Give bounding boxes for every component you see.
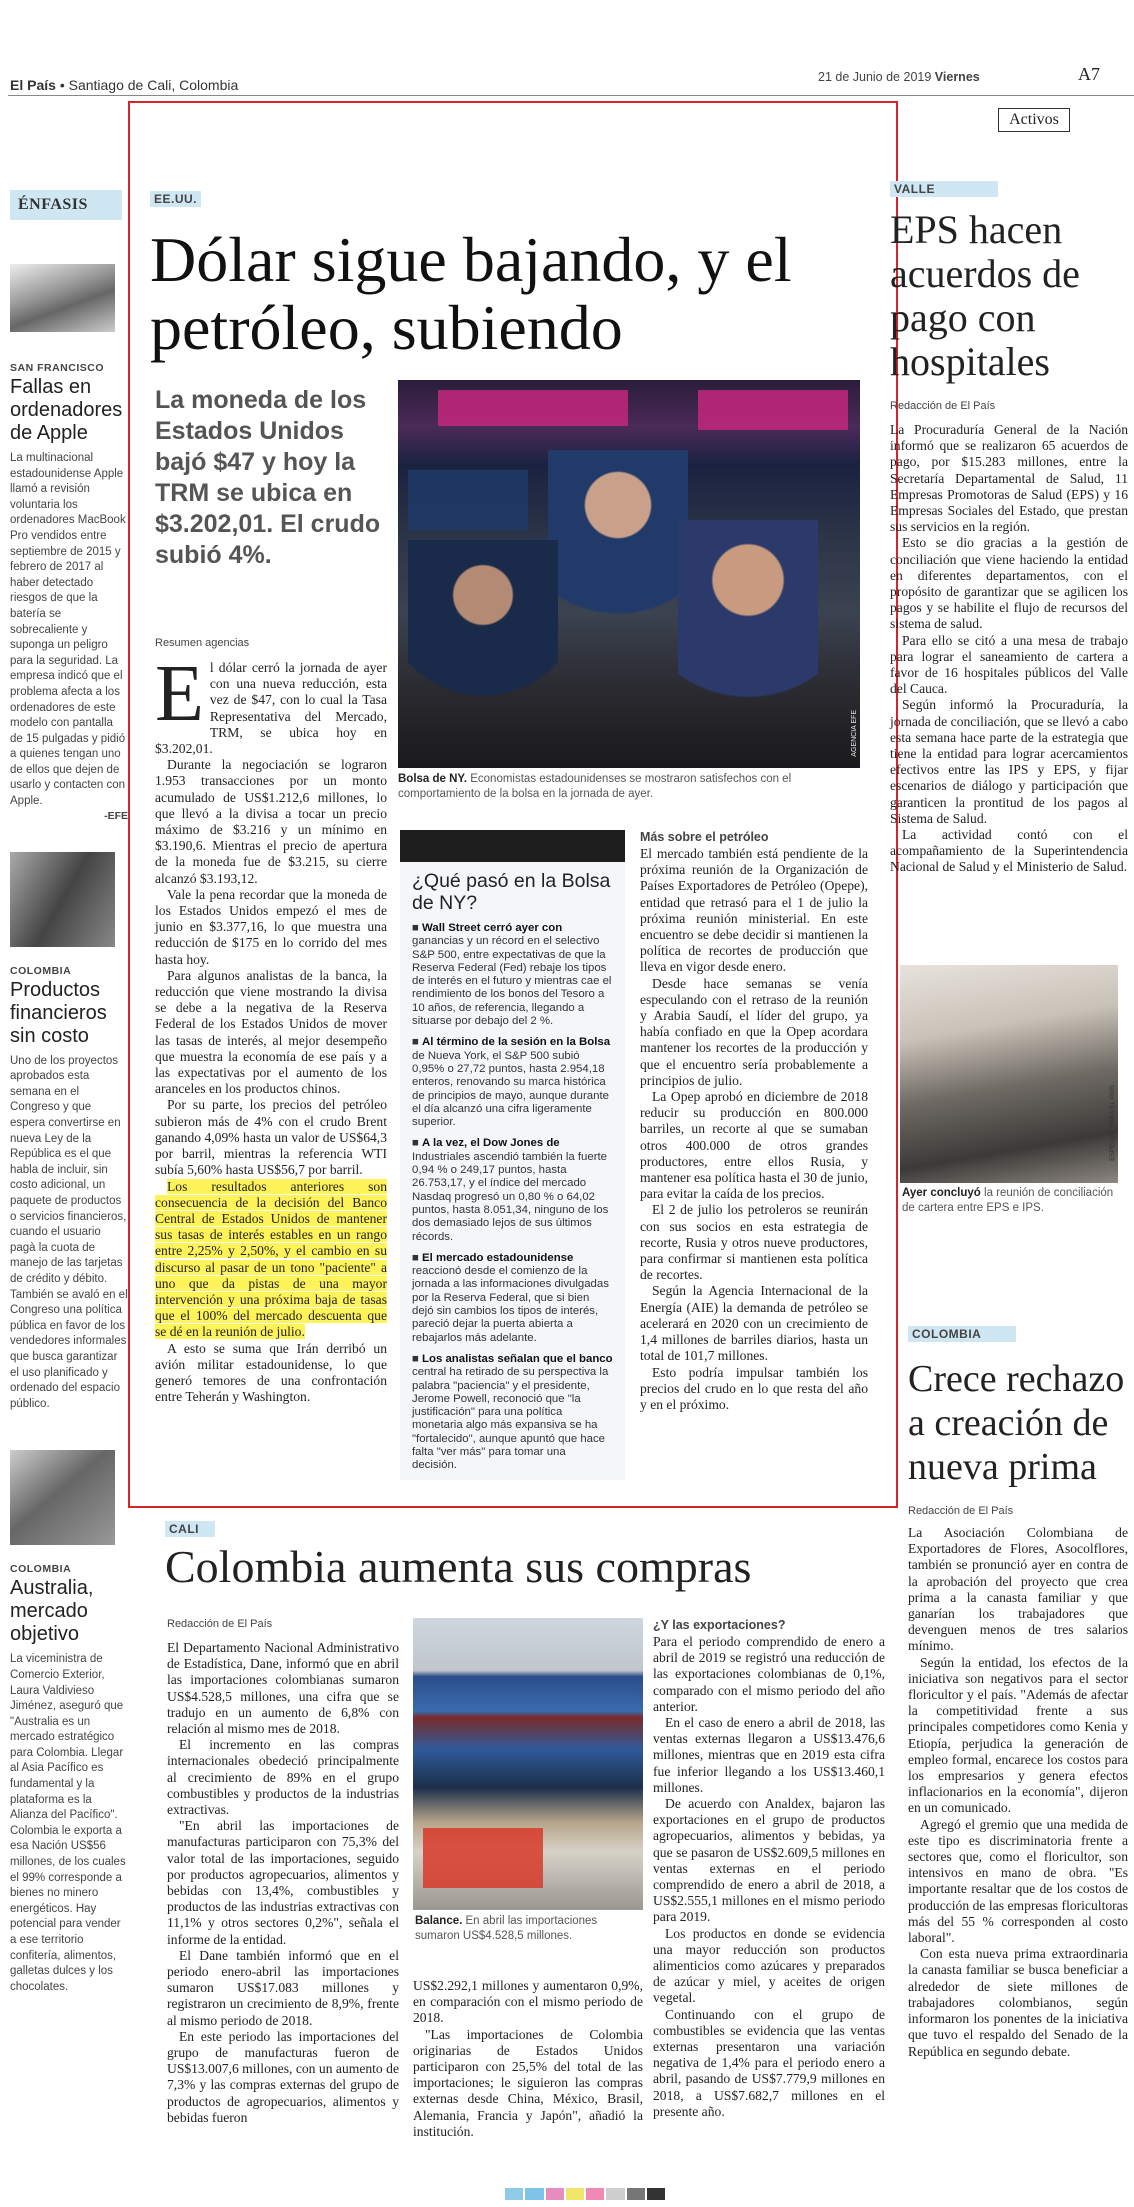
cali-r3: De acuerdo con Analdex, bajaron las exportaciones en el grupo de productos agropecuarios, alimentos y bebidas, ya que se pasaron de US$2.609,5 millones en ventas externas en el periodo comprendido de enero a abril de 2018, a US$2.555,1 millones en el mismo periodo para 2019. (653, 1796, 885, 1925)
meeting-caption: Ayer concluyó la reunión de conciliación de cartera entre EPS e IPS. (902, 1187, 1114, 1214)
cali-r2: En el caso de enero a abril de 2018, las ventas externas llegaron a US$13.476,6 millones, mientras que en 2019 esta cifra fue inferior llegando a los US$13.460,1 millones. (653, 1715, 885, 1795)
story3-title: Australia, mercado objetivo (10, 1577, 94, 1646)
cali-byline: Redacción de El País (167, 1618, 273, 1630)
nyse-box (400, 830, 625, 1480)
main-p2: Vale la pena recordar que la moneda de los Estados Unidos empezó el mes de junio en $3.377,16, lo que muestra una reducción de $175 en lo corrido del mes hasta hoy. (155, 886, 387, 967)
valle-p5: La actividad contó con el acompañamiento de la Superintendencia Nacional de Salud y el Ministerio de Salud. (890, 827, 1128, 875)
oil-p5: Según la Agencia Internacional de la Energía (AIE) la demanda de petróleo se acelerará en 2020 con un crecimiento de 1,4 millones de barriles diarios, hasta un total de 101,7 millones. (640, 1283, 868, 1364)
main-p1: Durante la negociación se lograron 1.953 transacciones por un monto acumulado de US$1.212,6 millones, lo que llevó a la divisa a tocar un precio máximo de $3.216 y un mínimo en $3.190,6. Mientras el precio de apertura de la moneda fue de $3.215, su cierre alcanzó $3.193,12. (155, 757, 387, 886)
valle-p4: Según informó la Procuraduría, la jornada de conciliación, que se llevó a cabo esta semana hace parte de la estrategia que tiene la entidad para lograr acercamientos efectivos entre las IPS y EPS, y fijar escenarios de diálogo y participación que garanticen la prontitud de los pagos al Sistema de Salud. (890, 697, 1128, 826)
top-rule (8, 95, 1134, 96)
valle-p3: Para ello se citó a una mesa de trabajo para lograr el saneamiento de cartera a favor de 16 hospitales públicos del Valle del Cauca. (890, 632, 1128, 697)
cali-p1: El Departamento Nacional Administrativo de Estadística, Dane, informó que en abril las importaciones colombianas sumaron US$4.528,5 millones, una cifra que se tradujo en un aumento de 6,8% con relación al mismo mes de 2018. (167, 1640, 399, 1737)
boats-photo (10, 1450, 115, 1545)
prima-p2: Según la entidad, los efectos de la iniciativa son negativos para el sector floricultor y el país. "Además de afectar la competitividad frente a sus principales competidores como Kenia y Etiopía, perjudica la generación de empleo formal, encarece los costos para los empresarios y genera efectos inflacionarios en la economía", dijeron en un comunicado. (908, 1654, 1128, 1816)
cali-col1 (167, 1640, 399, 2126)
valle-p1: La Procuraduría General de la Nación informó que se realizaron 65 acuerdos de pago, por $15.283 millones, entre la Secretaría Departamental de Salud, 11 Empresas Promotoras de Salud (EPS) y 16 Empresas Sociales del Estado, que prestan sus servicios en la región. (890, 422, 1128, 535)
drop-cap: E (155, 650, 204, 738)
meeting-photo-credit: ESPECIAL PARA EL PAÍS (1109, 1085, 1116, 1161)
story1-title: Fallas en ordenadores de Apple (10, 376, 123, 444)
page-number: A7 (1078, 64, 1100, 84)
prima-tag: COLOMBIA (908, 1326, 1016, 1342)
prima-byline: Redacción de El País (908, 1505, 1014, 1517)
enfasis-label: ÉNFASIS (10, 190, 122, 220)
cali-r4: Los productos en donde se evidencia una mayor reducción son productos alimenticios como azúcares y preparados de azúcar y miel, y aceites de origen vegetal. (653, 1925, 885, 2006)
weekday: Viernes (934, 70, 980, 84)
meeting-photo (900, 965, 1118, 1183)
cali-p3: "En abril las importaciones de manufacturas participaron con 75,3% del valor total de las importaciones, seguido por productos agropecuarios, alimentos y bebidas con 13,4%, combustibles y productos de las industrias extractivas con 11,1% y otros sectores 0,2%", señala el informe de la entidad. (167, 1818, 399, 1947)
valle-byline: Redacción de El País (890, 400, 996, 412)
oil-subhead: Más sobre el petróleo (640, 830, 769, 844)
valle-article (890, 180, 1128, 876)
valle-tag: VALLE (890, 181, 998, 197)
oil-p3: La Opep aprobó en diciembre de 2018 reducir su producción en 800.000 barriles, un recorte al que se sumaban otros 400.000 de otros grandes productores, entre ellos Rusia, y mantener esa política hasta el 30 de junio, para evitar la caída de los precios. (640, 1089, 868, 1202)
paper-name: El País (10, 77, 56, 93)
story1-body: La multinacional estadounidense Apple llamó a revisión voluntaria los ordenadores MacBook Pro vendidos entre septiembre de 2015 y febrero de 2017 al haber detectado riesgos de que la batería se sobrecaliente y suponga un peligro para la seguridad. La empresa indicó que el problema afecta a los ordenadores de este modelo con pantalla de 15 pulgadas y pidió a quienes tengan uno de ellos que dejen de usarlo y contacten con Apple. (10, 452, 126, 808)
box-item-2: ■ Al término de la sesión en la Bolsa de Nueva York, el S&P 500 subió 0,95% o 27,72 puntos, hasta 2.954,18 enteros, renovando su marca histórica de principios de mayo, aunque durante el día alcanzó una cifra ligeramente superior. (412, 1036, 611, 1129)
laptop-photo (10, 264, 115, 332)
valle-headline: EPS hacen acuerdos de pago con hospitales (890, 207, 1080, 384)
cali-r5: Continuando con el grupo de combustibles se evidencia que las ventas externas presentaron una variación negativa de 1,4% para el periodo enero a abril, pasando de US$7.779,9 millones en 2018, a US$7.682,7 millones en el presente año. (653, 2006, 885, 2119)
nyse-caption-bold: Bolsa de NY. (398, 773, 468, 785)
story3-tag: COLOMBIA (10, 1563, 72, 1576)
cali-headline: Colombia aumenta sus compras (165, 1541, 752, 1592)
story2-tag: COLOMBIA (10, 964, 72, 977)
cali-col3 (653, 1618, 885, 2120)
masthead: El País • Santiago de Cali, Colombia (10, 77, 239, 93)
nyse-caption (398, 772, 858, 802)
cali-col2 (413, 1978, 643, 2140)
box-item-1: ■ Wall Street cerró ayer con ganancias y un récord en el selectivo S&P 500, entre expectativas de que la Reserva Federal (Fed) rebaje los tipos de interés en el futuro y mientras cae el rendimiento de los bonos del Tesoro a 10 años, de referencia, llegando a situarse por debajo del 2 %. (412, 922, 612, 1028)
box-item-3: ■ A la vez, el Dow Jones de Industriales ascendió también la fuerte 0,94 % o 249,17 puntos, hasta 26.753,17, y el índice del mercado Nasdaq progresó un 0,80 % o 64,02 puntos, hasta 8.051,34, ninguno de los dos demasiado lejos de sus últimos récords. (412, 1137, 609, 1243)
main-p4: Por su parte, los precios del petróleo subieron más de 4% con el crudo Brent ganando 4,09% hasta un valor de US$64,3 por barril, mientras la referencia WTI subía 5,60% hasta US$56,7 por barril. (155, 1097, 387, 1178)
box-title: ¿Qué pasó en la Bolsa de NY? (412, 870, 611, 914)
box-item-4: ■ El mercado estadounidense reaccionó desde el comienzo de la jornada a las informaciones divulgadas por la Reserva Federal, que si bien dejó sin cambios los tipos de interés, pareció dejar la puerta abierta a rebajarlos más adelante. (412, 1251, 609, 1344)
story1-credit: -EFE (104, 809, 128, 822)
story3-body: La viceministra de Comercio Exterior, Laura Valdivieso Jiménez, aseguró que "Australia es un mercado estratégico para Colombia. Llegar al Asia Pacífico es fundamental y la plataforma es la Alianza del Pacífico". Colombia le exporta a esa Nación US$56 millones, de los cuales el 99% corresponde a bienes no minero energéticos. Hay potencial para vender a ese territorio confitería, alimentos, galletas dulces y los chocolates. (10, 1653, 126, 1993)
port-caption: Balance. En abril las importaciones sumaron US$4.528,5 millones. (415, 1915, 598, 1942)
cali-subhead: ¿Y las exportaciones? (653, 1618, 786, 1632)
main-tag: EE.UU. (150, 191, 201, 207)
location: Santiago de Cali, Colombia (68, 77, 239, 93)
box-items (400, 922, 625, 1473)
photo-credit: AGENCIA EFE (851, 710, 858, 757)
date-line (818, 70, 980, 84)
cali-p5: En este periodo las importaciones del grupo de manufacturas fueron de US$13.007,6 millones, con un aumento de 7,3% y las compras externas del grupo de productos de agropecuarios, alimentos y bebidas fueron (167, 2028, 399, 2125)
oil-p6: Esto podría impulsar también los precios del crudo en lo que resta del año y en el próximo. (640, 1364, 868, 1412)
cali-r1: Para el periodo comprendido de enero a abril de 2019 se registró una reducción de las exportaciones colombianas de 0,1%, comparado con el mismo periodo del año anterior. (653, 1634, 885, 1714)
enfasis-column (10, 190, 128, 1995)
nyse-caption-text: Economistas estadounidenses se mostraron satisfechos con el comportamiento de la bolsa en la jornada de ayer. (398, 773, 792, 800)
valle-p2: Esto se dio gracias a la gestión de conciliación que viene haciendo la entidad en diferentes departamentos, con el propósito de garantizar que se agilicen los pagos y se habilite el flujo de recursos del sistema de salud. (890, 535, 1128, 632)
oil-p2: Desde hace semanas se venía especulando con el retraso de la reunión y Arabia Saudí, el líder del grupo, ya había confiado en que la Opep acordara mantener los recortes de la producción y que el encuentro sería probablemente a principios de julio. (640, 975, 868, 1088)
main-subtitle: La moneda de los Estados Unidos bajó $47 y hoy la TRM se ubica en $3.202,01. El crudo subió 4%. (155, 386, 381, 569)
main-article (150, 190, 890, 362)
cali-tag: CALI (165, 1521, 215, 1537)
nyse-photo (398, 380, 860, 768)
color-registration-bar (505, 2188, 665, 2200)
main-p6: A esto se suma que Irán derribó un avión militar estadounidense, lo que generó temores de una confrontación entre Teherán y Washington. (155, 1340, 387, 1405)
cali-article (165, 1520, 895, 1592)
prima-article (908, 1325, 1128, 2060)
cards-photo (10, 852, 115, 947)
main-p5: Los resultados anteriores son consecuencia de la decisión del Banco Central de Estados Unidos de mantener sus tasas de interés estables en un rango entre 2,25% y 2,50%, y el cambio en su discurso al pasar de un tono "paciente" a uno que da pistas de una mayor intervención y una próxima baja de tasas que el 100% del mercado descuenta que se dé en la reunión de julio. (155, 1178, 387, 1340)
story2-body: Uno de los proyectos aprobados esta semana en el Congreso y que espera convertirse en nueva Ley de la República es el que habla de incluir, sin costo adicional, un paquete de productos o servicios financieros, cuando el usuario pagà la cuota de manejo de las tarjetas de crédito y débito. También se avaló en el Congreso una política pública en favor de los vendedores informales que busca garantizar el uso planificado y ordenado del espacio público. (10, 1054, 128, 1410)
main-headline: Dólar sigue bajando, y el petróleo, subiendo (150, 224, 792, 363)
section-badge: Activos (998, 108, 1070, 132)
oil-p1: El mercado también está pendiente de la próxima reunión de la Organización de Países Exportadores de Petróleo (Opepe), entidad que retrasó para el 1 de julio la próxima reunión ministerial. En este encuentro se debe decidir si mantienen la política de recortes de producción que lleva en vigor desde enero. (640, 846, 868, 975)
main-lead: l dólar cerró la jornada de ayer con una nueva reducción, esta vez de $47, con lo cual la Tasa Representativa del Mercado, TRM, se ubica hoy en $3.202,01. (155, 660, 387, 757)
cali-m2: "Las importaciones de Colombia originarias de Estados Unidos participaron con 25,5% del total de las importaciones; le siguieron las compras externas desde China, México, Brasil, Alemania, Francia y Japón", añadió la institución. (413, 2026, 643, 2139)
cali-p4: El Dane también informó que en el periodo enero-abril las importaciones sumaron US$17.083 millones y registraron un crecimiento de 8,9%, frente al mismo periodo de 2018. (167, 1947, 399, 2028)
story1-tag: SAN FRANCISCO (10, 362, 105, 374)
main-p3: Para algunos analistas de la banca, la reducción que viene mostrando la divisa se debe a la negativa de la Reserva Federal de los Estados Unidos de mover las tasas de interés, al mejor desempeño que muestra la economía de ese país y a las expectativas por el aumento de los aranceles en los productos chinos. (155, 967, 387, 1097)
oil-column (640, 830, 868, 1413)
cali-p2: El incremento en las compras internacionales obedeció principalmente al crecimiento de 89% en el grupo combustibles y productos de la industrias extractivas. (167, 1737, 399, 1818)
prima-p3: Agregó el gremio que una medida de este tipo es discriminatoria frente a sectores que, como el floricultor, son intensivos en mano de obra. "Es importante resaltar que de los costos de producción de las empresas floricultoras más del 55 % corresponden al costo laboral". (908, 1816, 1128, 1946)
date: 21 de Junio de 2019 (818, 70, 932, 84)
prima-p4: Con esta nueva prima extraordinaria la canasta familiar se busca beneficiar a alrededor de siete millones de trabajadores colombianos, según informaron los ponentes de la iniciativa que tuvo el respaldo del Senado de la República en segundo debate. (908, 1946, 1128, 2059)
box-item-5: ■ Los analistas señalan que el banco central ha retirado de su perspectiva la palabra "paciencia" y el presidente, Jerome Powell, reconoció que "la justificación" para una política monetaria algo más expansiva se ha "fortalecido", aunque apuntó que hace falta "ver más" para tomar una decisión. (412, 1352, 613, 1472)
cali-m1: US$2.292,1 millones y aumentaron 0,9%, en comparación con el mismo periodo de 2018. (413, 1978, 643, 2026)
port-photo (413, 1618, 643, 1910)
main-byline: Resumen agencias (155, 637, 250, 649)
prima-headline: Crece rechazo a creación de nueva prima (908, 1358, 1125, 1488)
prima-p1: La Asociación Colombiana de Exportadores de Flores, Asocolflores, también se pronunció ayer en contra de la aprobación del proyecto que crea prima a la canasta familiar y que ganarían los trabajadores que devenguen menos de tres salarios mínimo. (908, 1525, 1128, 1654)
oil-p4: El 2 de julio los petroleros se reunirán con sus socios en esta estrategia de recorte, Rusia y otros nueve productores, para confirmar si mantienen esta política de recortes. (640, 1202, 868, 1283)
story2-title: Productos financieros sin costo (10, 978, 107, 1047)
main-text-col1 (155, 650, 387, 1405)
